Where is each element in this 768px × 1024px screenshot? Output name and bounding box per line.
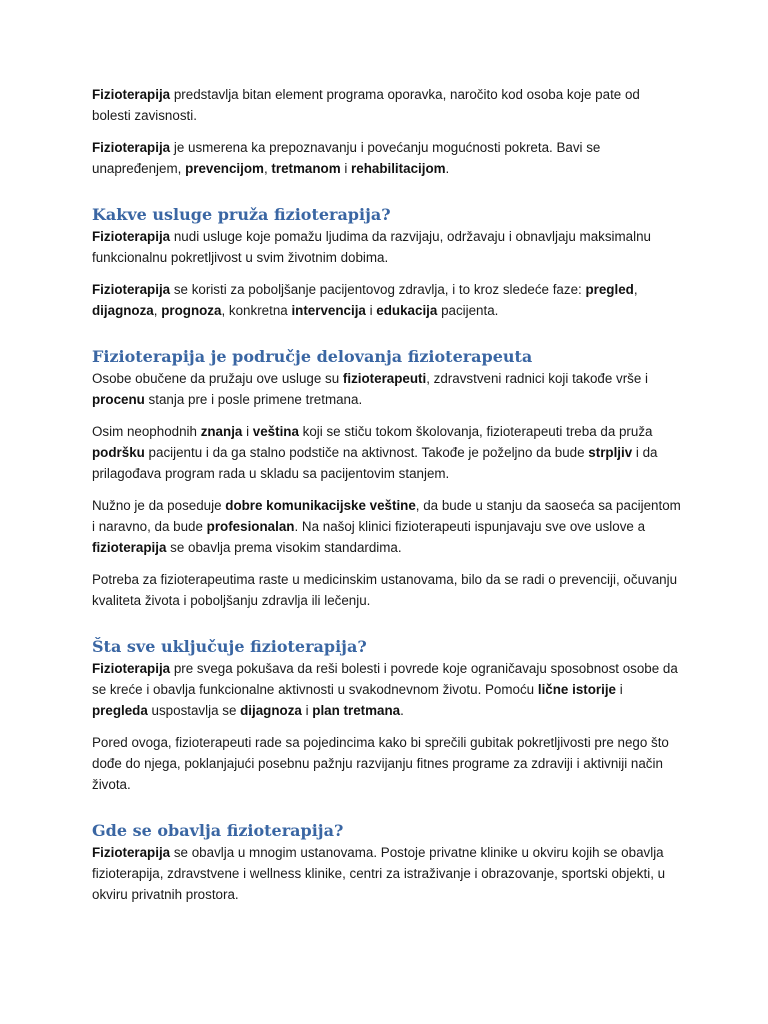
bold-term: pregled (585, 282, 634, 297)
bold-term: prognoza (161, 303, 222, 318)
bold-term: fizioterapija (92, 540, 167, 555)
section-heading: Fizioterapija je područje delovanja fizioterapeuta (92, 347, 533, 366)
paragraph (92, 421, 682, 484)
text-run: Osobe obučene da pružaju ove usluge su (92, 371, 343, 386)
bold-term: edukacija (376, 303, 438, 318)
paragraph (92, 732, 682, 795)
text-run: Pored ovoga, fizioterapeuti rade sa pojedincima kako bi sprečili gubitak pokretljivosti pre nego što dođe do njega, poklanjajući posebnu pažnju razvijanju fitnes programe za zdraviji i aktivniji način života. (92, 735, 669, 792)
paragraph (92, 368, 682, 410)
text-run: i (365, 303, 377, 318)
text-run: , (263, 161, 272, 176)
text-run: se obavlja prema visokim standardima. (166, 540, 402, 555)
bold-term: dijagnoza (92, 303, 154, 318)
text-run: i (340, 161, 352, 176)
section-4 (92, 820, 682, 905)
bold-term: procenu (92, 392, 145, 407)
text-run: i (301, 703, 313, 718)
bold-term: veština (252, 424, 299, 439)
text-run: Potreba za fizioterapeutima raste u medicinskim ustanovama, bilo da se radi o prevenciji, očuvanju kvaliteta života i poboljšanju zdravlja ili lečenju. (92, 572, 678, 608)
bold-term: dijagnoza (240, 703, 302, 718)
bold-term: tretmanom (271, 161, 341, 176)
section-heading: Kakve usluge pruža fizioterapija? (92, 205, 391, 224)
text-run: . Na našoj klinici fizioterapeuti ispunjavaju sve ove uslove a (294, 519, 646, 534)
bold-term: strpljiv (588, 445, 633, 460)
bold-term: Fizioterapija (92, 661, 171, 676)
text-run: uspostavlja se (147, 703, 241, 718)
bold-term: pregleda (92, 703, 148, 718)
text-run: pacijenta. (437, 303, 499, 318)
bold-term: dobre komunikacijske veštine (225, 498, 416, 513)
paragraph (92, 84, 682, 126)
bold-term: lične istorije (537, 682, 616, 697)
text-run: , (633, 282, 638, 297)
text-run: stanja pre i posle primene tretmana. (144, 392, 363, 407)
bold-term: intervencija (291, 303, 366, 318)
paragraph (92, 658, 682, 721)
text-run: pre svega pokušava da reši bolesti i povrede koje ograničavaju sposobnost osobe da se kreće i obavlja funkcionalne aktivnosti u svakodnevnom životu. Pomoću (92, 661, 678, 697)
text-run: i (242, 424, 253, 439)
section-heading: Gde se obavlja fizioterapija? (92, 821, 344, 840)
text-run: se koristi za poboljšanje pacijentovog zdravlja, i to kroz sledeće faze: (170, 282, 586, 297)
bold-term: plan tretmana (312, 703, 401, 718)
bold-term: Fizioterapija (92, 87, 171, 102)
section-2 (92, 346, 682, 611)
bold-term: Fizioterapija (92, 282, 171, 297)
bold-term: Fizioterapija (92, 229, 171, 244)
text-run: , zdravstveni radnici koji takođe vrše i (426, 371, 649, 386)
text-run: predstavlja bitan element programa oporavka, naročito kod osoba koje pate od bolesti zavisnosti. (92, 87, 640, 123)
text-run: je usmerena ka prepoznavanju i povećanju mogućnosti pokreta. Bavi se unapređenjem, (92, 140, 601, 176)
text-run: , konkretna (221, 303, 292, 318)
text-run: koji se stiču tokom školovanja, fizioterapeuti treba da pruža (298, 424, 653, 439)
bold-term: prevencijom (185, 161, 264, 176)
section-heading: Šta sve uključuje fizioterapija? (92, 637, 367, 656)
section-0 (92, 84, 682, 179)
section-1 (92, 204, 682, 321)
section-3 (92, 636, 682, 795)
text-run: pacijentu i da ga stalno podstiče na aktivnost. Takođe je poželjno da bude (144, 445, 589, 460)
paragraph (92, 279, 682, 321)
paragraph (92, 226, 682, 268)
text-run: Nužno je da poseduje (92, 498, 226, 513)
paragraph (92, 137, 682, 179)
paragraph (92, 842, 682, 905)
text-run: , da bude u stanju da saoseća sa pacijentom i naravno, da bude (92, 498, 681, 534)
text-run: , (153, 303, 162, 318)
bold-term: Fizioterapija (92, 140, 171, 155)
document-body (92, 84, 682, 916)
bold-term: rehabilitacijom (351, 161, 446, 176)
text-run: . (400, 703, 404, 718)
bold-term: Fizioterapija (92, 845, 171, 860)
bold-term: znanja (200, 424, 243, 439)
text-run: i (616, 682, 623, 697)
bold-term: profesionalan (206, 519, 295, 534)
text-run: Osim neophodnih (92, 424, 201, 439)
text-run: nudi usluge koje pomažu ljudima da razvijaju, održavaju i obnavljaju maksimalnu funkcionalnu pokretljivost u svim životnim dobima. (92, 229, 651, 265)
text-run: . (445, 161, 450, 176)
text-run: i da prilagođava program rada u skladu sa pacijentovim stanjem. (92, 445, 658, 481)
text-run: se obavlja u mnogim ustanovama. Postoje privatne klinike u okviru kojih se obavlja fizioterapija, zdravstvene i wellness klinike, centri za istraživanje i obrazovanje, sportski objekti, u okviru privatnih prostora. (92, 845, 666, 902)
paragraph (92, 569, 682, 611)
paragraph (92, 495, 682, 558)
bold-term: podršku (92, 445, 145, 460)
bold-term: fizioterapeuti (342, 371, 427, 386)
